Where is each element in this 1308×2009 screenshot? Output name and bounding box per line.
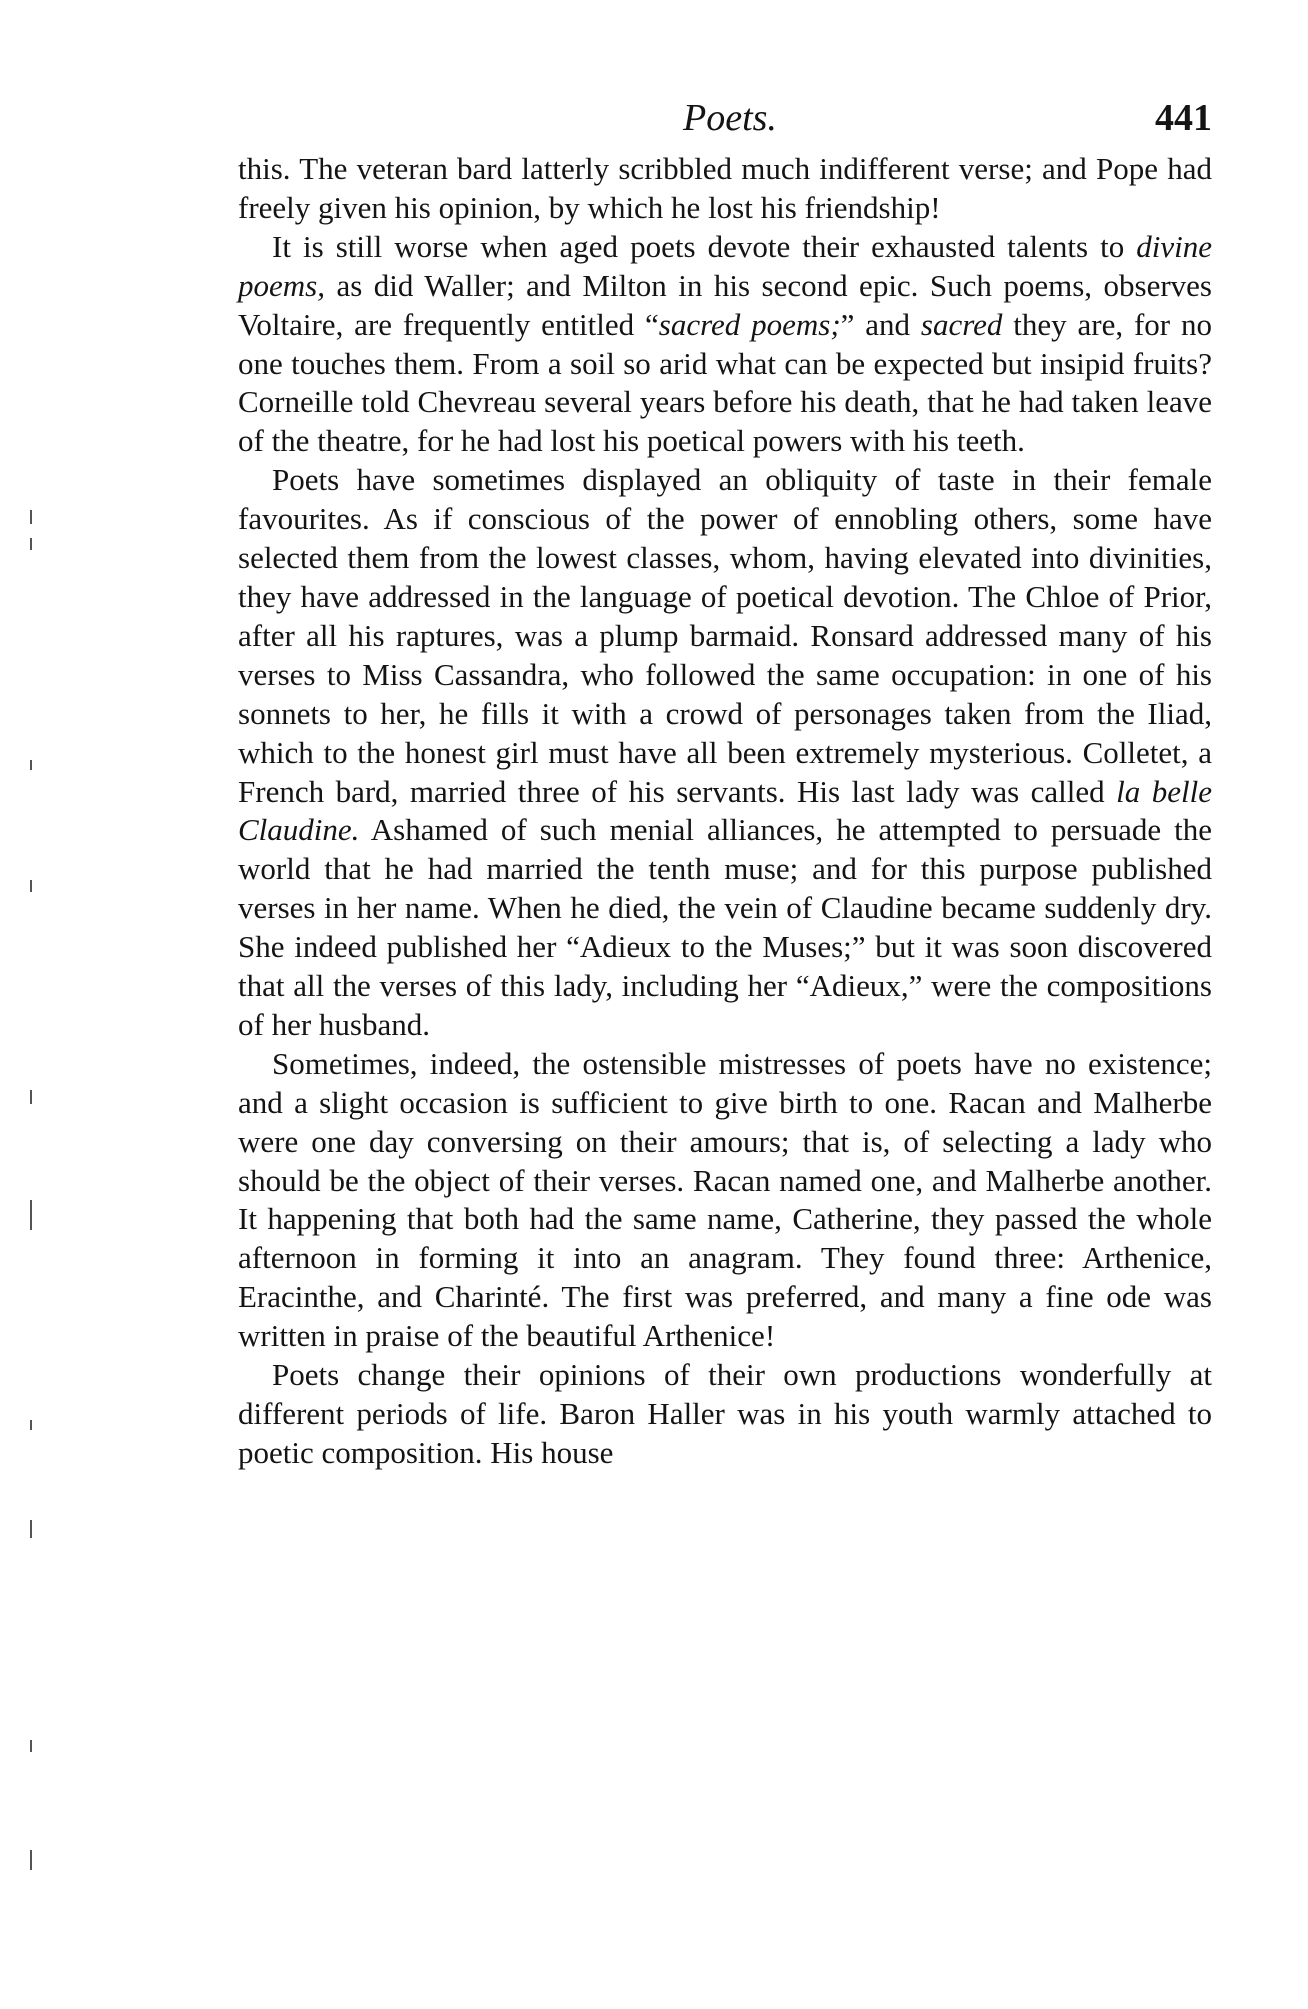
text-run: they are, for no one touches them. From a soil so arid what can be expected but insipid fruits? Corneille told Chevreau several years before his death, that he had taken leave of the theatre, for he had lost his poetical powers with his teeth.	[238, 306, 1212, 459]
italic-text: la belle Claudine.	[238, 773, 1213, 848]
body-text	[238, 150, 1212, 1473]
running-head-title: Poets.	[683, 97, 777, 139]
text-run: this. The veteran bard latterly scribbled much indifferent verse; and Pope had freely given his opinion, by which he lost his friendship!	[238, 151, 1212, 225]
italic-text: sacred	[920, 306, 1003, 342]
text-run: Sometimes, indeed, the ostensible mistresses of poets have no existence; and a slight occasion is sufficient to give birth to one. Racan and Malherbe were one day conversing on their amours; that is, of selecting a lady who should be the object of their verses. Racan named one, and Malherbe another. It happening that both had the same name, Catherine, they passed the whole afternoon in forming it into an anagram. They found three: Arthenice, Eracinthe, and Charinté. The first was preferred, and many a fine ode was written in praise of the beautiful Arthenice!	[238, 1045, 1212, 1354]
text-run: It is still worse when aged poets devote their exhausted talents to	[272, 228, 1137, 264]
book-page	[238, 96, 1212, 1473]
text-run: ” and	[840, 306, 921, 342]
paragraph	[238, 1045, 1212, 1356]
paragraph	[238, 1356, 1212, 1473]
running-head	[238, 96, 1212, 150]
margin-scan-marks	[30, 0, 70, 2009]
page-number: 441	[1155, 97, 1212, 139]
text-run: Poets change their opinions of their own productions wonderfully at different periods of life. Baron Haller was in his youth warmly attached to poetic composition. His house	[238, 1357, 1212, 1470]
paragraph	[238, 150, 1212, 228]
italic-text: divine poems,	[238, 228, 1212, 303]
paragraph	[238, 228, 1212, 461]
paragraph	[238, 461, 1212, 1045]
text-run: as did Waller; and Milton in his second epic. Such poems, observes Voltaire, are frequently entitled “	[238, 267, 1212, 342]
text-run: Ashamed of such menial alliances, he attempted to persuade the world that he had married the tenth muse; and for this purpose published verses in her name. When he died, the vein of Claudine became suddenly dry. She indeed published her “Adieux to the Muses;” but it was soon discovered that all the verses of this lady, including her “Adieux,” were the compositions of her husband.	[238, 812, 1212, 1042]
text-run: Poets have sometimes displayed an obliquity of taste in their female favourites. As if conscious of the power of ennobling others, some have selected them from the lowest classes, whom, having elevated into divinities, they have addressed in the language of poetical devotion. The Chloe of Prior, after all his raptures, was a plump barmaid. Ronsard addressed many of his verses to Miss Cassandra, who followed the same occupation: in one of his sonnets to her, he fills it with a crowd of personages taken from the Iliad, which to the honest girl must have all been extremely mysterious. Colletet, a French bard, married three of his servants. His last lady was called	[238, 462, 1212, 809]
italic-text: sacred poems;	[658, 306, 841, 342]
